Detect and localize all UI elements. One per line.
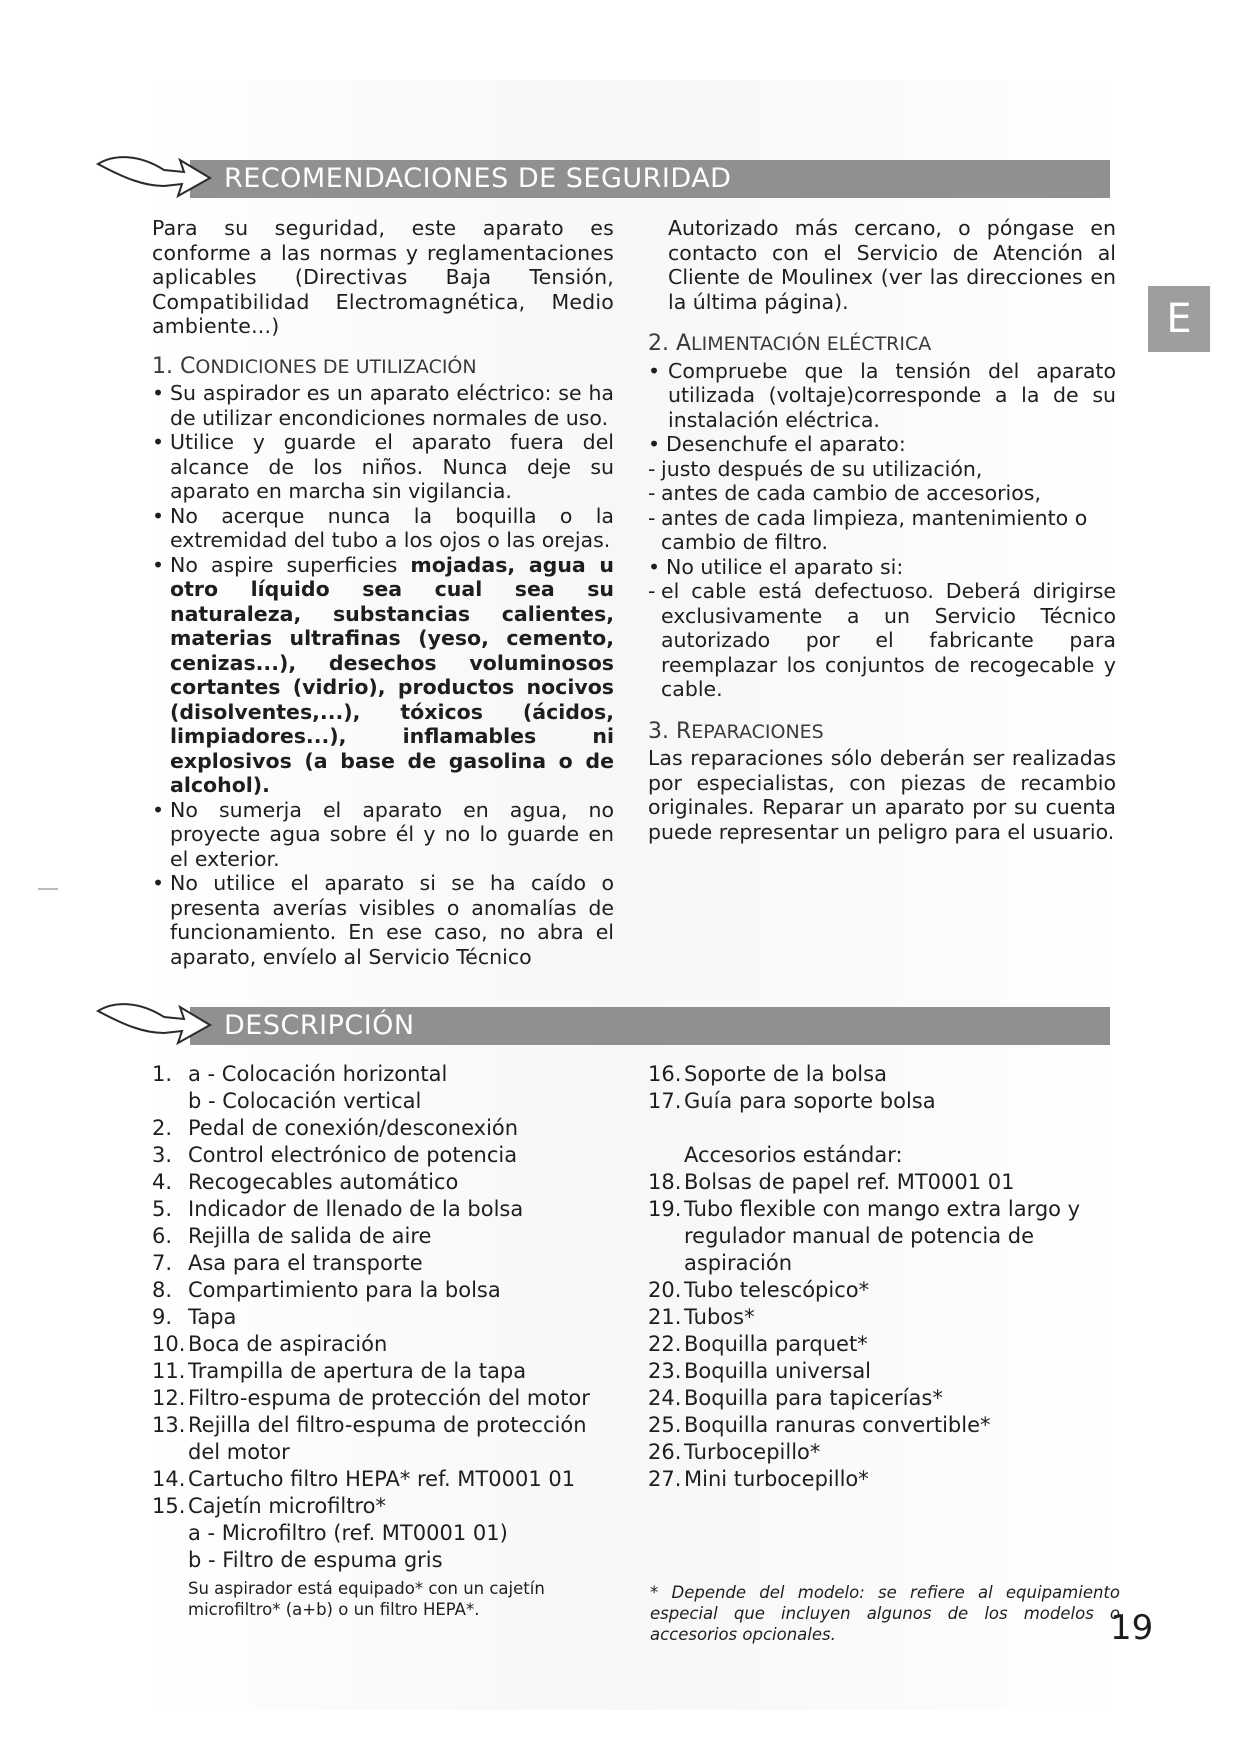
item-number: 19. — [648, 1197, 682, 1221]
item-text: Filtro-espuma de protección del motor — [188, 1386, 590, 1410]
safety-title: RECOMENDACIONES DE SEGURIDAD — [224, 163, 732, 194]
item-text: Boquilla ranuras convertible* — [684, 1413, 991, 1437]
item-text: Tubo telescópico* — [684, 1278, 870, 1302]
section-number: 2. — [648, 331, 676, 356]
list-item — [648, 1385, 1118, 1412]
item-number: 6. — [152, 1224, 173, 1248]
item-number: 27. — [648, 1467, 682, 1491]
bullet-item: • No utilice el aparato si: — [648, 555, 1116, 580]
item-text: Control electrónico de potencia — [188, 1143, 518, 1167]
list-item — [152, 1358, 622, 1385]
item-text: Tubos* — [684, 1305, 755, 1329]
safety-left-column — [152, 216, 614, 969]
description-title: DESCRIPCIÓN — [224, 1010, 415, 1041]
bullet-item: • No acerque nunca la boquilla o la extremidad del tubo a los ojos o las orejas. — [152, 504, 614, 553]
page-number: 19 — [1110, 1608, 1154, 1648]
bullet-item: • Su aspirador es un aparato eléctrico: se ha de utilizar encondiciones normales de uso. — [152, 381, 614, 430]
list-item — [152, 1547, 622, 1574]
list-item — [648, 1304, 1118, 1331]
item-number: 5. — [152, 1197, 173, 1221]
item-text: Trampilla de apertura de la tapa — [188, 1359, 527, 1383]
bullet-item: • No sumerja el aparato en agua, no proyecte agua sobre él y no lo guarde en el exterior. — [152, 798, 614, 872]
list-item — [648, 1439, 1118, 1466]
description-banner — [100, 1007, 1110, 1045]
item-number: 10. — [152, 1332, 186, 1356]
item-text: a - Colocación horizontal — [188, 1062, 448, 1086]
bullet-item: • Compruebe que la tensión del aparato utilizada (voltaje)corresponde a la de su instalación eléctrica. — [648, 359, 1116, 433]
dash-item: - justo después de su utilización, — [648, 457, 1116, 482]
item-text: b - Colocación vertical — [188, 1089, 422, 1113]
item-number: 13. — [152, 1413, 186, 1437]
list-item — [648, 1088, 1118, 1115]
accessories-label: Accesorios estándar: — [684, 1143, 903, 1167]
item-number: 26. — [648, 1440, 682, 1464]
bullet-item: • Desenchufe el aparato: — [648, 432, 1116, 457]
continued-text: Autorizado más cercano, o póngase en contacto con el Servicio de Atención al Cliente de Moulinex (ver las direcciones en la última página). — [668, 216, 1116, 314]
section-initial: A — [675, 331, 692, 356]
dash-item: - antes de cada cambio de accesorios, — [648, 481, 1116, 506]
list-item — [152, 1088, 622, 1115]
section-name: ONDICIONES DE UTILIZACIÓN — [195, 355, 477, 378]
item-number: 3. — [152, 1143, 173, 1167]
item-number: 11. — [152, 1359, 186, 1383]
safety-right-column — [648, 216, 1116, 844]
item-number: 9. — [152, 1305, 173, 1329]
list-item — [152, 1250, 622, 1277]
parts-list-right — [648, 1061, 1118, 1493]
item-text: Recogecables automático — [188, 1170, 459, 1194]
item-number: 4. — [152, 1170, 173, 1194]
item-number: 8. — [152, 1278, 173, 1302]
item-number: 14. — [152, 1467, 186, 1491]
bullet-item: • Utilice y guarde el aparato fuera del alcance de los niños. Nunca deje su aparato en marcha sin vigilancia. — [152, 430, 614, 504]
list-item — [648, 1277, 1118, 1304]
list-item — [152, 1196, 622, 1223]
arrow-icon — [94, 146, 214, 208]
list-item — [648, 1466, 1118, 1493]
item-number: 20. — [648, 1278, 682, 1302]
item-text: Mini turbocepillo* — [684, 1467, 869, 1491]
item-text: Boquilla parquet* — [684, 1332, 868, 1356]
section-name: EPARACIONES — [691, 720, 824, 743]
list-item — [152, 1223, 622, 1250]
margin-mark — [38, 888, 58, 890]
list-item — [152, 1142, 622, 1169]
bullet-bold: mojadas, agua u otro líquido sea cual sea su naturaleza, substancias calientes, materias ultrafinas (yeso, cemento, cenizas...), desechos voluminosos cortantes (vidrio), productos nocivos (disolventes,...), tóxicos (ácidos, limpiadores...), inflamables ni explosivos (a base de gasolina o de alcohol). — [170, 552, 614, 797]
list-item — [152, 1304, 622, 1331]
bullet-item — [152, 553, 614, 798]
list-item — [152, 1493, 622, 1520]
section-2-heading — [648, 332, 1116, 357]
section-1-heading — [152, 355, 614, 380]
item-number: 22. — [648, 1332, 682, 1356]
item-text: Asa para el transporte — [188, 1251, 423, 1275]
item-text: Turbocepillo* — [684, 1440, 821, 1464]
item-text: Tapa — [188, 1305, 237, 1329]
item-number: 21. — [648, 1305, 682, 1329]
item-text: Cartucho filtro HEPA* ref. MT0001 01 — [188, 1467, 576, 1491]
item-text: Pedal de conexión/desconexión — [188, 1116, 519, 1140]
list-item — [152, 1520, 622, 1547]
item-text: Boca de aspiración — [188, 1332, 388, 1356]
item-text: Compartimiento para la bolsa — [188, 1278, 501, 1302]
item-number: 24. — [648, 1386, 682, 1410]
item-text: a - Microfiltro (ref. MT0001 01) — [188, 1521, 508, 1545]
list-item — [152, 1331, 622, 1358]
item-text: Indicador de llenado de la bolsa — [188, 1197, 524, 1221]
list-item — [648, 1169, 1118, 1196]
list-item — [152, 1115, 622, 1142]
section-initial: C — [179, 353, 196, 379]
list-item — [648, 1331, 1118, 1358]
item-text: Guía para soporte bolsa — [684, 1089, 936, 1113]
section-name: LIMENTACIÓN ELÉCTRICA — [691, 333, 932, 355]
section-number: 1. — [152, 353, 180, 379]
list-item — [152, 1169, 622, 1196]
item-number: 1. — [152, 1062, 173, 1086]
list-item — [648, 1412, 1118, 1439]
bullet-lead: No aspire superficies — [170, 552, 411, 577]
item-number: 18. — [648, 1170, 682, 1194]
item-number: 12. — [152, 1386, 186, 1410]
parts-list-left — [152, 1061, 622, 1620]
bullet-item: • No utilice el aparato si se ha caído o presenta averías visibles o anomalías de funcionamiento. En ese caso, no abra el aparato, envíelo al Servicio Técnico — [152, 871, 614, 969]
section-3-heading — [648, 720, 1116, 745]
list-item — [152, 1277, 622, 1304]
item-text: b - Filtro de espuma gris — [188, 1548, 443, 1572]
equipment-note: Su aspirador está equipado* con un cajetín microfiltro* (a+b) o un filtro HEPA*. — [188, 1579, 545, 1619]
item-text: Bolsas de papel ref. MT0001 01 — [684, 1170, 1015, 1194]
item-text: Boquilla para tapicerías* — [684, 1386, 943, 1410]
item-text: Rejilla de salida de aire — [188, 1224, 432, 1248]
item-text: Tubo flexible con mango extra largo y regulador manual de potencia de aspiración — [684, 1197, 1081, 1275]
safety-banner — [100, 160, 1110, 198]
item-text: Cajetín microfiltro* — [188, 1494, 387, 1518]
item-text: Boquilla universal — [684, 1359, 872, 1383]
item-number: 25. — [648, 1413, 682, 1437]
list-item — [152, 1412, 622, 1466]
item-number: 16. — [648, 1062, 682, 1086]
safety-intro: Para su seguridad, este aparato es conforme a las normas y reglamentaciones aplicables (Directivas Baja Tensión, Compatibilidad Electromagnética, Medio ambiente...) — [152, 216, 614, 338]
item-number: 23. — [648, 1359, 682, 1383]
list-item — [152, 1466, 622, 1493]
footnote: * Depende del modelo: se refiere al equipamiento especial que incluyen algunos de los modelos o accesorios opcionales. — [650, 1582, 1120, 1644]
section-initial: R — [675, 718, 692, 744]
language-tab: E — [1148, 286, 1210, 352]
item-number: 2. — [152, 1116, 173, 1140]
section-number: 3. — [648, 718, 676, 744]
arrow-icon — [94, 993, 214, 1055]
list-item — [648, 1196, 1118, 1277]
list-item — [648, 1358, 1118, 1385]
list-item — [152, 1061, 622, 1088]
dash-item: - antes de cada limpieza, mantenimiento o cambio de filtro. — [648, 506, 1116, 555]
item-number: 7. — [152, 1251, 173, 1275]
item-text: Rejilla del filtro-espuma de protección del motor — [188, 1413, 587, 1464]
item-number: 15. — [152, 1494, 186, 1518]
item-text: Soporte de la bolsa — [684, 1062, 887, 1086]
item-number: 17. — [648, 1089, 682, 1113]
repair-text: Las reparaciones sólo deberán ser realizadas por especialistas, con piezas de recambio originales. Reparar un aparato por su cuenta puede representar un peligro para el usuario. — [648, 746, 1116, 844]
list-item — [152, 1385, 622, 1412]
list-item — [648, 1061, 1118, 1088]
dash-item: - el cable está defectuoso. Deberá dirigirse exclusivamente a un Servicio Técnico autorizado por el fabricante para reemplazar los conjuntos de recogecable y cable. — [648, 579, 1116, 702]
